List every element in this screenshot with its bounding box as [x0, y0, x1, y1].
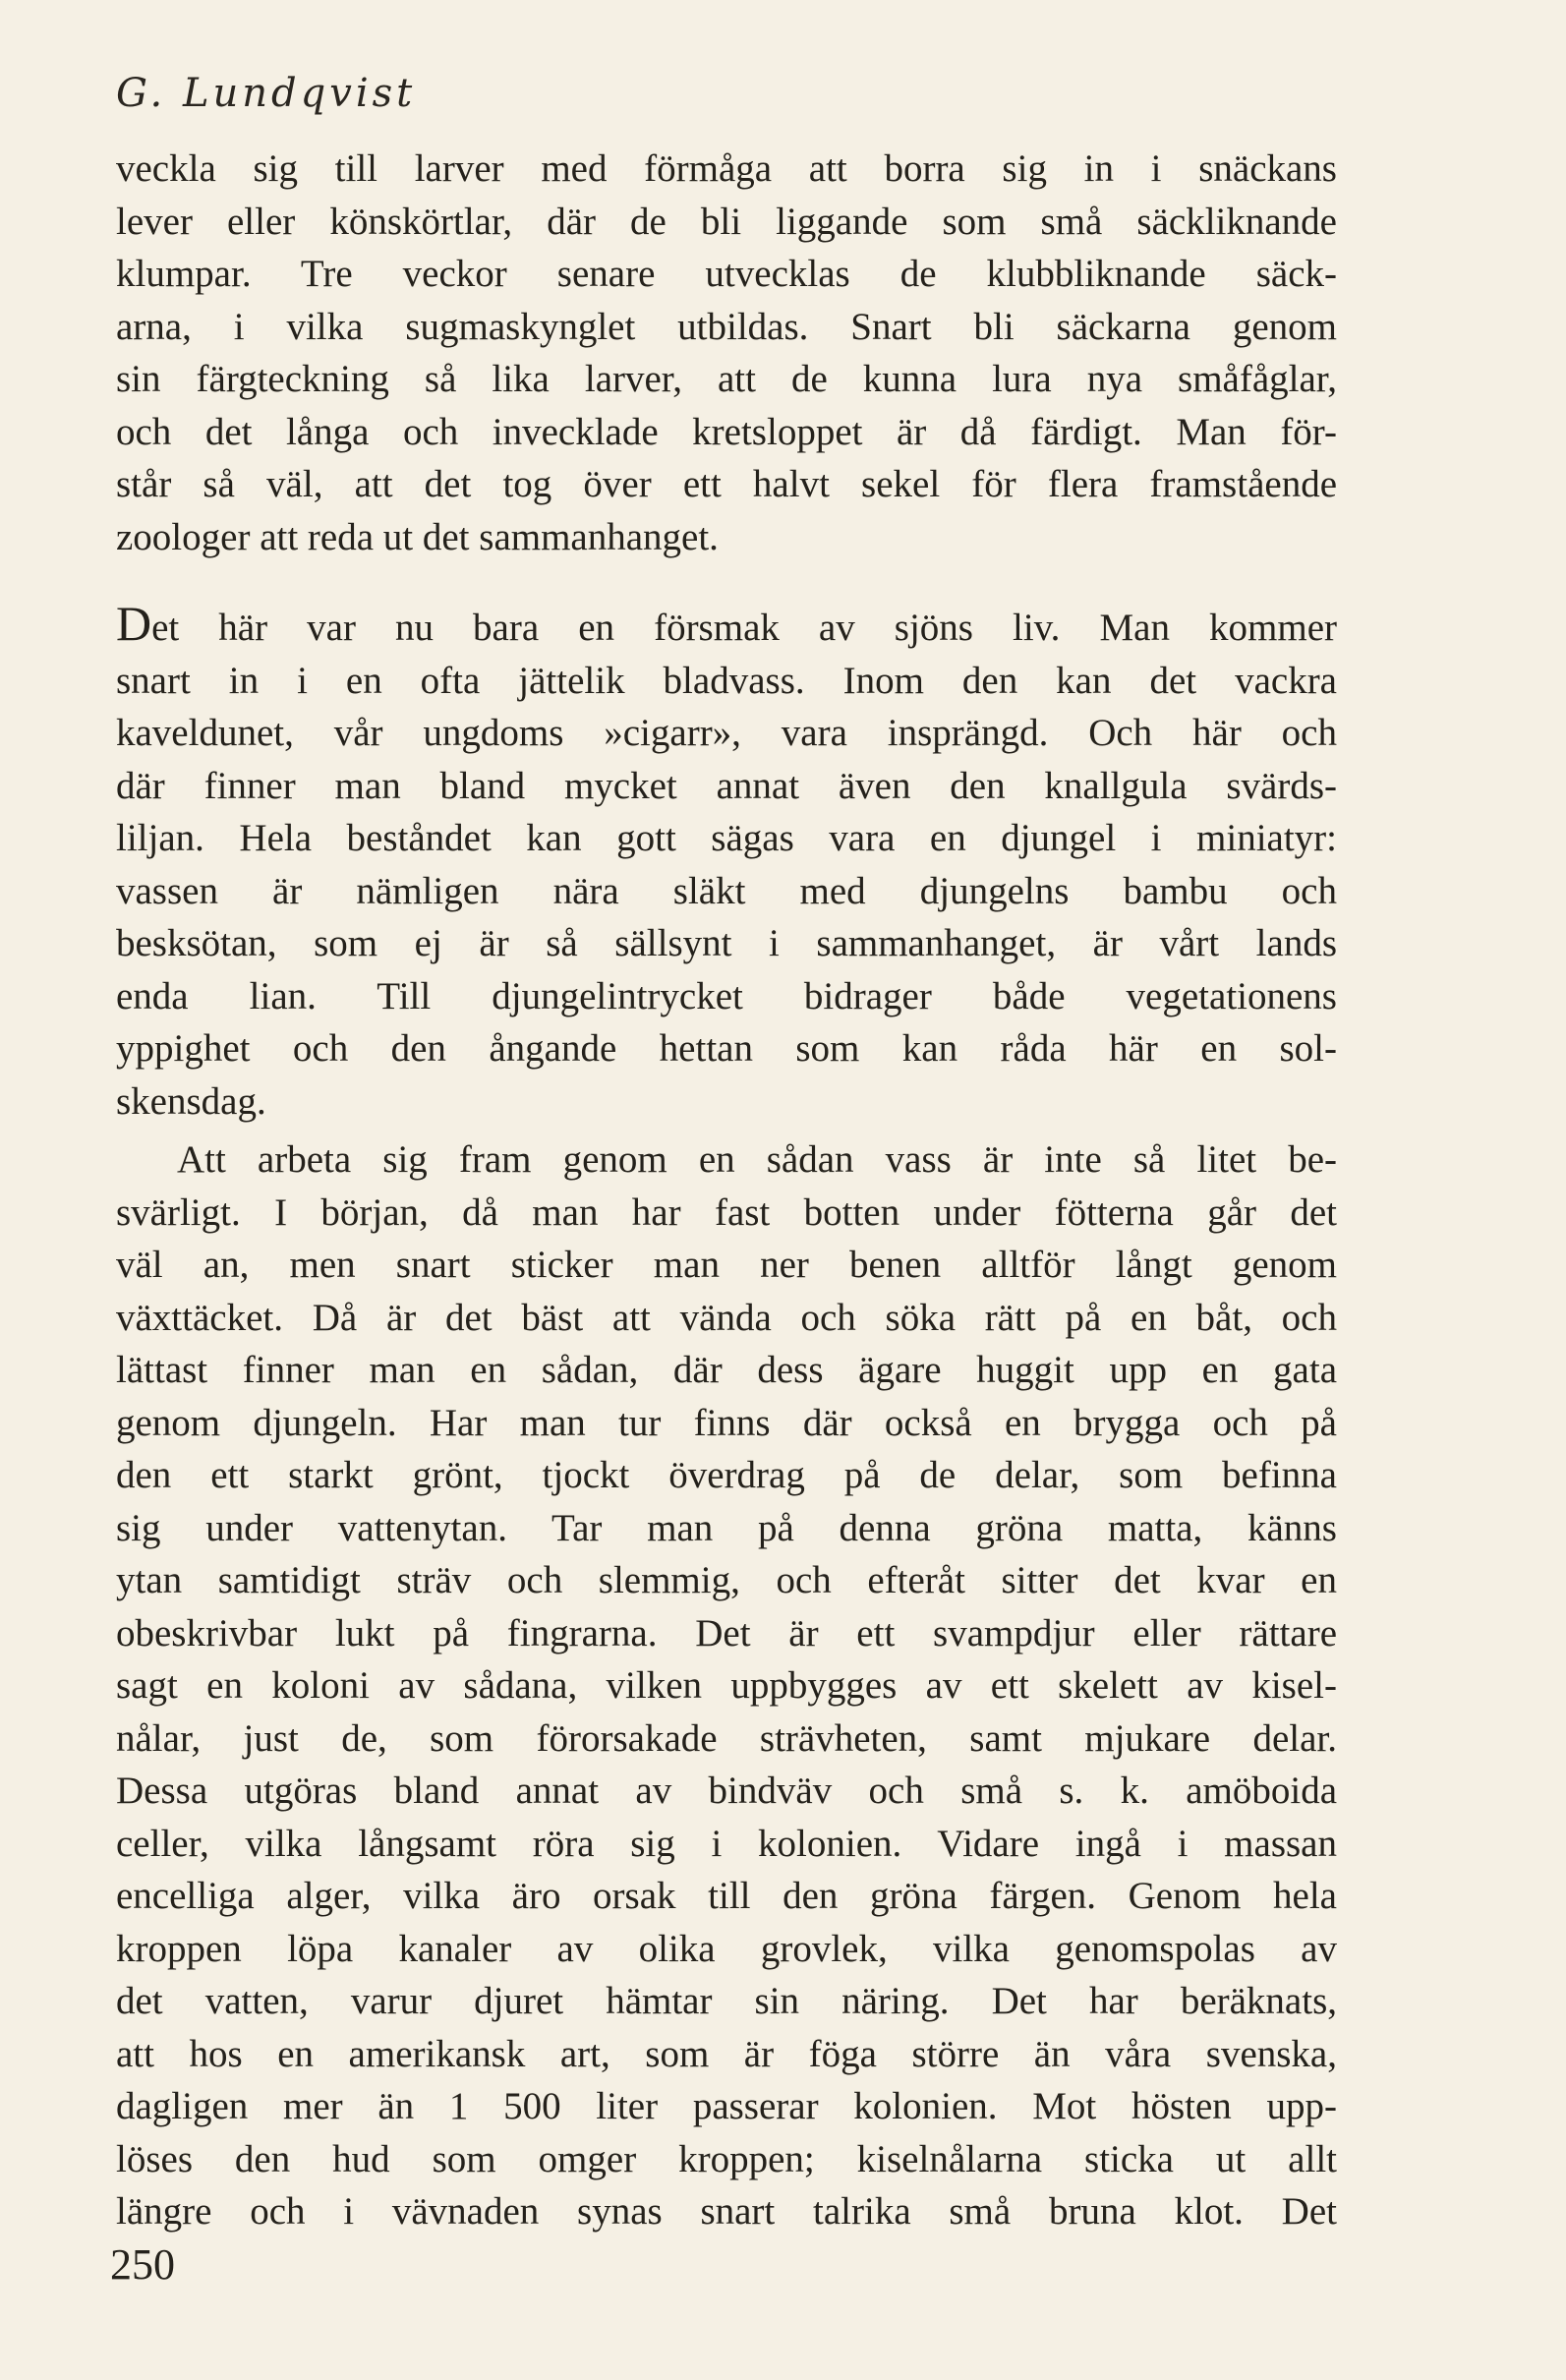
text-line: obeskrivbar lukt på fingrarna. Det är ett svampdjur eller rättare [116, 1611, 1337, 1654]
text-line: ytan samtidigt sträv och slemmig, och efteråt sitter det kvar en [116, 1559, 1337, 1601]
text-line: och det långa och invecklade kretsloppet är då färdigt. Man för- [116, 410, 1337, 453]
text-line: den ett starkt grönt, tjockt överdrag på de delar, som befinna [116, 1454, 1337, 1496]
text-line: lever eller könskörtlar, där de bli liggande som små säckliknande [116, 200, 1337, 243]
text-line: dagligen mer än 1 500 liter passerar kolonien. Mot hösten upp- [116, 2085, 1337, 2127]
text-line: veckla sig till larver med förmåga att borra sig in i snäckans [116, 147, 1337, 190]
paragraph-3 [116, 1133, 1337, 2238]
text-line: väl an, men snart sticker man ner benen alltför långt genom [116, 1244, 1337, 1286]
text-line: löses den hud som omger kroppen; kiselnålarna sticka ut allt [116, 2137, 1337, 2180]
text-line: sagt en koloni av sådana, vilken uppbygges av ett skelett av kisel- [116, 1664, 1337, 1707]
text-line: besksötan, som ej är så sällsynt i sammanhanget, är vårt lands [116, 922, 1337, 964]
text-line: enda lian. Till djungelintrycket bidrager både vegetationens [116, 974, 1337, 1017]
text-line: Dessa utgöras bland annat av bindväv och små s. k. amöboida [116, 1770, 1337, 1812]
text-line: snart in i en ofta jättelik bladvass. Inom den kan det vackra [116, 659, 1337, 702]
text-line: där finner man bland mycket annat även den knallgula svärds- [116, 764, 1337, 807]
text-line: står så väl, att det tog över ett halvt sekel för flera framstående [116, 463, 1337, 505]
paragraph-1 [116, 143, 1337, 563]
text-line: genom djungeln. Har man tur finns där också en brygga och på [116, 1401, 1337, 1444]
running-head-author: G. Lundqvist [116, 71, 417, 116]
text-line: svärligt. I början, då man har fast botten under fötterna går det [116, 1190, 1337, 1234]
text-line: längre och i vävnaden synas snart talrika små bruna klot. Det [116, 2190, 1337, 2233]
text-line: nålar, just de, som förorsakade strävheten, samt mjukare delar. [116, 1716, 1337, 1760]
page-number: 250 [110, 2240, 175, 2289]
paragraph-2 [116, 596, 1337, 1128]
text-line: Att arbeta sig fram genom en sådan vass är inte så litet be- [177, 1138, 1337, 1181]
text-line: zoologer att reda ut det sammanhanget. [116, 515, 719, 558]
text-line: yppighet och den ångande hettan som kan råda här en sol- [116, 1027, 1337, 1070]
text-line: att hos en amerikansk art, som är föga större än våra svenska, [116, 2032, 1337, 2075]
text-line: encelliga alger, vilka äro orsak till den gröna färgen. Genom hela [116, 1875, 1337, 1917]
text-line: kaveldunet, vår ungdoms »cigarr», vara insprängd. Och här och [116, 712, 1337, 754]
text-line-with-initial [116, 596, 1337, 655]
text-line: celler, vilka långsamt röra sig i kolonien. Vidare ingå i massan [116, 1822, 1337, 1865]
text-line: växttäcket. Då är det bäst att vända och söka rätt på en båt, och [116, 1296, 1337, 1339]
text-line: sig under vattenytan. Tar man på denna gröna matta, känns [116, 1506, 1337, 1549]
text-line: arna, i vilka sugmaskynglet utbildas. Snart bli säckarna genom [116, 305, 1337, 348]
text-line: lättast finner man en sådan, där dess ägare huggit upp en gata [116, 1349, 1337, 1391]
text-line: kroppen löpa kanaler av olika grovlek, vilka genomspolas av [116, 1927, 1337, 1970]
text-line: skensdag. [116, 1079, 266, 1123]
text-line: liljan. Hela beståndet kan gott sägas vara en djungel i miniatyr: [116, 817, 1337, 859]
initial-letter: D [116, 596, 152, 651]
first-line-text: et här var nu bara en försmak av sjöns liv. Man kommer [151, 607, 1337, 649]
text-line: det vatten, varur djuret hämtar sin näring. Det har beräknats, [116, 1980, 1337, 2022]
text-line: vassen är nämligen nära släkt med djungelns bambu och [116, 869, 1337, 912]
text-line: klumpar. Tre veckor senare utvecklas de klubbliknande säck- [116, 253, 1337, 295]
text-line: sin färgteckning så lika larver, att de kunna lura nya småfåglar, [116, 358, 1337, 400]
